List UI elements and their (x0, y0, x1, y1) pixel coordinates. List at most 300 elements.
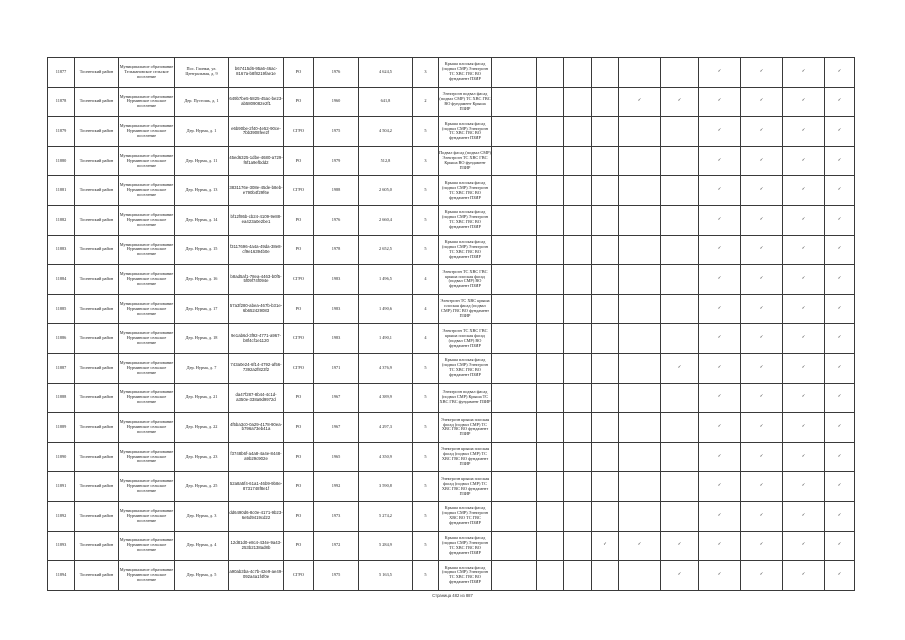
year-cell: 1975 (314, 561, 359, 591)
area-cell: 5 284,9 (359, 531, 413, 561)
area-cell: 2 652,5 (359, 235, 413, 265)
row-id: 11882 (48, 205, 75, 235)
district-cell: Тосненский район (75, 501, 119, 531)
year-cell: 1967 (314, 383, 359, 413)
floors-cell: 5 (413, 383, 439, 413)
guid-cell: f3748b6f-a4a8-4a4e-8448-a9b29c902e (229, 442, 284, 472)
check-cell (564, 87, 592, 117)
area-cell: 2 605,0 (359, 176, 413, 206)
works-cell: Электроэн ТС ХВС крыша плоская фасад (подвал СМР) ГВС ВО фундамент ПЗИР (439, 294, 492, 324)
year-cell: 1983 (314, 265, 359, 295)
building-type-cell: СГРО (284, 265, 314, 295)
municipality-cell: Муниципальное образование Тельмановское сельское поселение (119, 58, 175, 88)
area-cell: 1 496,5 (359, 265, 413, 295)
check-cell: ✓ (783, 383, 825, 413)
works-cell: Электроэн крыша плоская фасад (подвал СМР) ТС ХВС ГВС ВО фундамент ПЗИР (439, 442, 492, 472)
guid-cell: f3117696-4a4a-49da-38e8-cf9e16394b0e (229, 235, 284, 265)
works-cell: Крыша плоская фасад (подвал СМР) Электроэн ТС ХВС ГВС ВО фундамент ПЗИР (439, 235, 492, 265)
area-cell: 4 350,9 (359, 442, 413, 472)
check-cell: ✓ (825, 117, 855, 147)
check-cell (537, 294, 564, 324)
check-cell (537, 235, 564, 265)
check-cell: ✓ (825, 87, 855, 117)
check-cell (619, 176, 661, 206)
check-cell (619, 413, 661, 443)
check-cell: ✓ (699, 235, 741, 265)
check-cell (619, 265, 661, 295)
check-cell: ✓ (783, 87, 825, 117)
check-cell: ✓ (741, 383, 783, 413)
check-cell (564, 383, 592, 413)
check-cell (661, 413, 699, 443)
check-cell (619, 561, 661, 591)
check-cell (619, 58, 661, 88)
district-cell: Тосненский район (75, 472, 119, 502)
check-cell (564, 176, 592, 206)
check-cell (592, 146, 619, 176)
register-rows (48, 58, 855, 591)
check-cell (619, 294, 661, 324)
check-cell: ✓ (825, 324, 855, 354)
check-cell (537, 531, 564, 561)
guid-cell: a90ab3ba-4c7b-42e9-ae49-092a4a1f4f0e (229, 561, 284, 591)
address-cell: Дер. Пустошь, д. 1 (175, 87, 229, 117)
check-cell: ✓ (741, 146, 783, 176)
table-row (48, 353, 855, 383)
table-row (48, 442, 855, 472)
guid-cell: bf12f86b-cb24-4109-9e88-ea423a0e2be1 (229, 205, 284, 235)
check-cell (492, 235, 537, 265)
check-cell (619, 442, 661, 472)
check-cell (661, 146, 699, 176)
check-cell (564, 117, 592, 147)
table-row (48, 531, 855, 561)
check-cell: ✓ (741, 561, 783, 591)
area-cell: 3 590,8 (359, 472, 413, 502)
check-cell: ✓ (825, 294, 855, 324)
table-row (48, 87, 855, 117)
check-cell: ✓ (825, 146, 855, 176)
check-cell: ✓ (699, 205, 741, 235)
check-cell: ✓ (825, 442, 855, 472)
check-cell: ✓ (783, 353, 825, 383)
check-cell (619, 383, 661, 413)
floors-cell: 5 (413, 442, 439, 472)
check-cell: ✓ (825, 235, 855, 265)
row-id: 11883 (48, 235, 75, 265)
municipality-cell: Муниципальное образование Нурминское сельское поселение (119, 442, 175, 472)
check-cell: ✓ (741, 501, 783, 531)
check-cell (592, 413, 619, 443)
check-cell (492, 205, 537, 235)
check-cell: ✓ (699, 472, 741, 502)
year-cell: 1988 (314, 176, 359, 206)
works-cell: Крыша плоская фасад (подвал СМР) Электроэн ТС ХВС ГВС ВО фундамент ПЗИР (439, 205, 492, 235)
row-id: 11885 (48, 294, 75, 324)
building-type-cell: РО (284, 235, 314, 265)
year-cell: 1965 (314, 442, 359, 472)
check-cell: ✓ (699, 442, 741, 472)
district-cell: Тосненский район (75, 58, 119, 88)
check-cell (564, 235, 592, 265)
check-cell (592, 235, 619, 265)
table-row (48, 383, 855, 413)
check-cell (592, 472, 619, 502)
municipality-cell: Муниципальное образование Нурминское сельское поселение (119, 205, 175, 235)
check-cell (492, 294, 537, 324)
check-cell: ✓ (699, 324, 741, 354)
check-cell: ✓ (699, 294, 741, 324)
municipality-cell: Муниципальное образование Нурминское сельское поселение (119, 472, 175, 502)
check-cell (492, 501, 537, 531)
row-id: 11890 (48, 442, 75, 472)
address-cell: Пос. Глинки, ул. Центральная, д. 9 (175, 58, 229, 88)
year-cell: 1976 (314, 205, 359, 235)
year-cell: 1971 (314, 353, 359, 383)
building-type-cell: РО (284, 294, 314, 324)
check-cell (619, 501, 661, 531)
check-cell: ✓ (741, 413, 783, 443)
building-type-cell: СГРО (284, 561, 314, 591)
address-cell: Дер. Нурма, д. 15 (175, 235, 229, 265)
guid-cell: e6b90be-2f40-4e52-90ce-7bb3908fee2f (229, 117, 284, 147)
floors-cell: 5 (413, 413, 439, 443)
check-cell (619, 235, 661, 265)
works-cell: Крыша плоская фасад (подвал СМР) Электроэн ТС ХВС ГВС ВО фундамент ПЗИР (439, 117, 492, 147)
check-cell (537, 413, 564, 443)
district-cell: Тосненский район (75, 205, 119, 235)
floors-cell: 5 (413, 472, 439, 502)
register-table (47, 57, 855, 591)
check-cell: ✓ (825, 205, 855, 235)
check-cell: ✓ (699, 383, 741, 413)
year-cell: 1983 (314, 324, 359, 354)
check-cell (537, 205, 564, 235)
table-row (48, 117, 855, 147)
row-id: 11888 (48, 383, 75, 413)
check-cell (564, 205, 592, 235)
district-cell: Тосненский район (75, 324, 119, 354)
check-cell: ✓ (783, 472, 825, 502)
check-cell: ✓ (741, 58, 783, 88)
municipality-cell: Муниципальное образование Нурминское сельское поселение (119, 294, 175, 324)
table-row (48, 58, 855, 88)
check-cell (564, 146, 592, 176)
check-cell: ✓ (825, 383, 855, 413)
check-cell (592, 294, 619, 324)
check-cell: ✓ (825, 413, 855, 443)
row-id: 11880 (48, 146, 75, 176)
check-cell: ✓ (699, 146, 741, 176)
check-cell (619, 205, 661, 235)
building-type-cell: РО (284, 472, 314, 502)
check-cell: ✓ (741, 442, 783, 472)
check-cell: ✓ (825, 531, 855, 561)
check-cell: ✓ (661, 87, 699, 117)
check-cell: ✓ (825, 472, 855, 502)
check-cell (537, 472, 564, 502)
address-cell: Дер. Нурма, д. 18 (175, 324, 229, 354)
check-cell: ✓ (783, 531, 825, 561)
district-cell: Тосненский район (75, 117, 119, 147)
municipality-cell: Муниципальное образование Нурминское сельское поселение (119, 501, 175, 531)
check-cell (592, 205, 619, 235)
check-cell (537, 58, 564, 88)
address-cell: Дер. Нурма, д. 1 (175, 117, 229, 147)
check-cell (564, 531, 592, 561)
address-cell: Дер. Нурма, д. 16 (175, 265, 229, 295)
check-cell: ✓ (741, 235, 783, 265)
building-type-cell: СГРО (284, 176, 314, 206)
check-cell (492, 442, 537, 472)
check-cell: ✓ (741, 324, 783, 354)
check-cell (592, 324, 619, 354)
floors-cell: 3 (413, 146, 439, 176)
check-cell: ✓ (783, 205, 825, 235)
check-cell: ✓ (783, 265, 825, 295)
check-cell (564, 561, 592, 591)
area-cell: 512,8 (359, 146, 413, 176)
municipality-cell: Муниципальное образование Нурминское сельское поселение (119, 531, 175, 561)
check-cell (592, 87, 619, 117)
check-cell (592, 442, 619, 472)
check-cell (537, 87, 564, 117)
check-cell (564, 413, 592, 443)
check-cell (592, 501, 619, 531)
row-id: 11886 (48, 324, 75, 354)
year-cell: 1967 (314, 413, 359, 443)
year-cell: 1976 (314, 58, 359, 88)
building-type-cell: РО (284, 205, 314, 235)
district-cell: Тосненский район (75, 531, 119, 561)
check-cell (537, 324, 564, 354)
address-cell: Дер. Нурма, д. 22 (175, 413, 229, 443)
check-cell (592, 561, 619, 591)
check-cell (619, 353, 661, 383)
area-cell: 641,8 (359, 87, 413, 117)
check-cell (537, 501, 564, 531)
check-cell (619, 117, 661, 147)
check-cell: ✓ (783, 176, 825, 206)
building-type-cell: РО (284, 383, 314, 413)
check-cell: ✓ (699, 58, 741, 88)
floors-cell: 3 (413, 58, 439, 88)
check-cell: ✓ (825, 265, 855, 295)
works-cell: Крыша плоская фасад (подвал СМР) Электроэн ТС ХВС ГВС ВО фундамент ПЗИР (439, 561, 492, 591)
check-cell: ✓ (699, 176, 741, 206)
check-cell (592, 58, 619, 88)
check-cell (492, 265, 537, 295)
floors-cell: 4 (413, 294, 439, 324)
check-cell (661, 117, 699, 147)
check-cell (592, 176, 619, 206)
municipality-cell: Муниципальное образование Нурминское сельское поселение (119, 561, 175, 591)
check-cell (592, 383, 619, 413)
check-cell (492, 176, 537, 206)
building-type-cell: СГРО (284, 324, 314, 354)
check-cell (661, 265, 699, 295)
check-cell (661, 176, 699, 206)
table-row (48, 265, 855, 295)
district-cell: Тосненский район (75, 265, 119, 295)
check-cell (537, 117, 564, 147)
row-id: 11884 (48, 265, 75, 295)
check-cell: ✓ (699, 531, 741, 561)
row-id: 11881 (48, 176, 75, 206)
check-cell: ✓ (783, 561, 825, 591)
check-cell (492, 324, 537, 354)
check-cell: ✓ (661, 353, 699, 383)
district-cell: Тосненский район (75, 176, 119, 206)
address-cell: Дер. Нурма, д. 5 (175, 561, 229, 591)
municipality-cell: Муниципальное образование Нурминское сельское поселение (119, 146, 175, 176)
district-cell: Тосненский район (75, 383, 119, 413)
municipality-cell: Муниципальное образование Нурминское сельское поселение (119, 413, 175, 443)
year-cell: 1972 (314, 531, 359, 561)
municipality-cell: Муниципальное образование Нурминское сельское поселение (119, 324, 175, 354)
check-cell: ✓ (741, 205, 783, 235)
municipality-cell: Муниципальное образование Нурминское сельское поселение (119, 117, 175, 147)
floors-cell: 5 (413, 501, 439, 531)
building-type-cell: РО (284, 442, 314, 472)
check-cell (661, 324, 699, 354)
check-cell (492, 561, 537, 591)
guid-cell: dd6490d6-8c0e-4171-9b23-6e5d9419cd22 (229, 501, 284, 531)
works-cell: Крыша плоская фасад (подвал СМР) Электроэн ТС ХВС ГВС ВО фундамент ПЗИР (439, 176, 492, 206)
check-cell (492, 353, 537, 383)
row-id: 11877 (48, 58, 75, 88)
guid-cell: 57a3f280-abea-467b-b31e-6b652429083 (229, 294, 284, 324)
check-cell: ✓ (661, 561, 699, 591)
check-cell: ✓ (699, 87, 741, 117)
check-cell: ✓ (619, 87, 661, 117)
floors-cell: 4 (413, 265, 439, 295)
area-cell: 4 389,9 (359, 383, 413, 413)
works-cell: Крыша плоская фасад (подвал СМР) Электроэн ХВС ВО ТС ГВС фундамент ПЗИР (439, 501, 492, 531)
building-type-cell: СГРО (284, 353, 314, 383)
area-cell: 1 490,1 (359, 324, 413, 354)
table-row (48, 501, 855, 531)
district-cell: Тосненский район (75, 413, 119, 443)
guid-cell: 649b7be5-5825-45ac-be23-ab5809082e2f1 (229, 87, 284, 117)
check-cell: ✓ (699, 265, 741, 295)
works-cell: Электроэн подвал фасад (подвал СМР) ТС ХВС ГВС ВО фундамент Крыша ПЗИР (439, 87, 492, 117)
check-cell: ✓ (661, 531, 699, 561)
guid-cell: b67415d6-95a6-46ac-8167a-b8f8219fae1e (229, 58, 284, 88)
floors-cell: 4 (413, 324, 439, 354)
check-cell: ✓ (741, 531, 783, 561)
address-cell: Дер. Нурма, д. 3 (175, 501, 229, 531)
check-cell: ✓ (741, 176, 783, 206)
district-cell: Тосненский район (75, 146, 119, 176)
check-cell (661, 58, 699, 88)
check-cell (661, 442, 699, 472)
floors-cell: 5 (413, 205, 439, 235)
building-type-cell: РО (284, 146, 314, 176)
check-cell (661, 205, 699, 235)
guid-cell: 3831176e-308e-45de-b8eb-e790b4f29f6e (229, 176, 284, 206)
check-cell: ✓ (783, 501, 825, 531)
municipality-cell: Муниципальное образование Нурминское сельское поселение (119, 87, 175, 117)
check-cell: ✓ (825, 58, 855, 88)
floors-cell: 5 (413, 176, 439, 206)
building-type-cell: РО (284, 413, 314, 443)
area-cell: 4 504,2 (359, 117, 413, 147)
check-cell (492, 146, 537, 176)
check-cell: ✓ (783, 117, 825, 147)
check-cell (564, 294, 592, 324)
table-row (48, 205, 855, 235)
table-row (48, 472, 855, 502)
district-cell: Тосненский район (75, 353, 119, 383)
works-cell: Крыша плоская фасад (подвал СМР) Электроэн ТС ХВС ГВС ВО фундамент ПЗИР (439, 58, 492, 88)
check-cell (661, 294, 699, 324)
check-cell (537, 176, 564, 206)
check-cell: ✓ (699, 117, 741, 147)
check-cell (492, 531, 537, 561)
row-id: 11889 (48, 413, 75, 443)
check-cell: ✓ (825, 561, 855, 591)
works-cell: Электроэн ТС ХВС ГВС крыша плоская фасад (подвал СМР) ВО фундамент ПЗИР (439, 324, 492, 354)
check-cell: ✓ (825, 353, 855, 383)
check-cell (592, 117, 619, 147)
check-cell: ✓ (699, 413, 741, 443)
table-row (48, 235, 855, 265)
row-id: 11879 (48, 117, 75, 147)
works-cell: Электроэн ТС ХВС ГВС крыша плоская фасад (подвал СМР) ВО фундамент ПЗИР (439, 265, 492, 295)
check-cell: ✓ (783, 442, 825, 472)
check-cell: ✓ (783, 146, 825, 176)
area-cell: 4 297,3 (359, 413, 413, 443)
check-cell (564, 501, 592, 531)
check-cell (661, 383, 699, 413)
floors-cell: 5 (413, 117, 439, 147)
year-cell: 1983 (314, 294, 359, 324)
area-cell: 4 624,5 (359, 58, 413, 88)
row-id: 11892 (48, 501, 75, 531)
check-cell (492, 472, 537, 502)
check-cell: ✓ (619, 531, 661, 561)
address-cell: Дер. Нурма, д. 4 (175, 531, 229, 561)
address-cell: Дер. Нурма, д. 21 (175, 383, 229, 413)
check-cell: ✓ (699, 561, 741, 591)
area-cell: 5 163,5 (359, 561, 413, 591)
guid-cell: 743a0e24-6f14-4792-af56-7392a2f823f2 (229, 353, 284, 383)
building-type-cell: РО (284, 87, 314, 117)
check-cell (592, 265, 619, 295)
year-cell: 1975 (314, 117, 359, 147)
table-row (48, 176, 855, 206)
municipality-cell: Муниципальное образование Нурминское сельское поселение (119, 176, 175, 206)
district-cell: Тосненский район (75, 561, 119, 591)
guid-cell: 9e1ab6d-3f92-4771-a967-b8f4cf1e1120 (229, 324, 284, 354)
check-cell (619, 146, 661, 176)
guid-cell: 12d81d0-e8c4-434e-9a43-253b2138ad8b (229, 531, 284, 561)
row-id: 11878 (48, 87, 75, 117)
year-cell: 1960 (314, 87, 359, 117)
check-cell: ✓ (741, 117, 783, 147)
building-type-cell: РО (284, 58, 314, 88)
check-cell (537, 442, 564, 472)
district-cell: Тосненский район (75, 294, 119, 324)
guid-cell: 52a8a5f4-61a1-46b9-9b8e-8731748f8e1f (229, 472, 284, 502)
check-cell: ✓ (741, 294, 783, 324)
check-cell (661, 235, 699, 265)
table-row (48, 413, 855, 443)
guid-cell: 45ed6325-1dbe-4680-a729-f6f1a9efbdd2 (229, 146, 284, 176)
works-cell: Крыша плоская фасад (подвал СМР) Электроэн ТС ХВС ГВС ВО фундамент ПЗИР (439, 531, 492, 561)
check-cell (537, 561, 564, 591)
